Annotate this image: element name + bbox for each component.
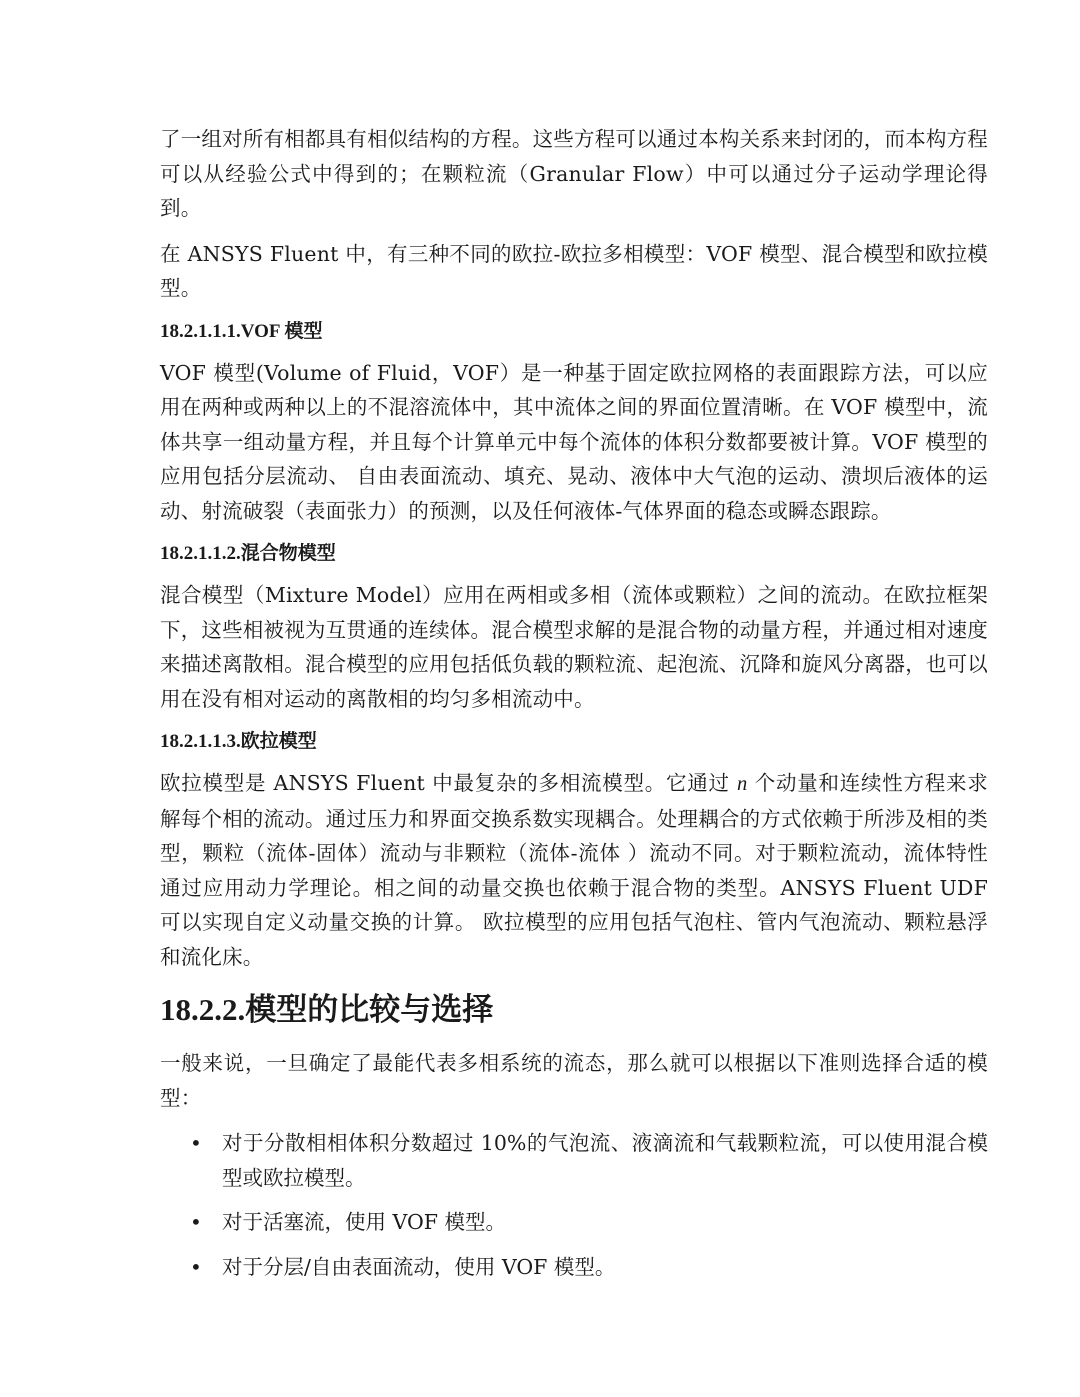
euler-text-before: 欧拉模型是 ANSYS Fluent 中最复杂的多相流模型。它通过 (160, 771, 738, 795)
criteria-list (160, 1126, 988, 1284)
document-page (160, 122, 988, 1294)
list-item (160, 1126, 988, 1195)
euler-paragraph (160, 766, 988, 974)
bullet-icon: • (190, 1210, 202, 1234)
section-heading: 18.2.2.模型的比较与选择 (160, 992, 494, 1027)
list-item (160, 1205, 988, 1240)
vof-paragraph: VOF 模型(Volume of Fluid，VOF）是一种基于固定欧拉网格的表面跟踪方法，可以应用在两种或两种以上的不混溶流体中，其中流体之间的界面位置清晰。在 VOF 模型中，流体共享一组动量方程，并且每个计算单元中每个流体的体积分数都要被计算。VOF 模型的应用包括分层流动、 自由表面流动、填充、晃动、液体中大气泡的运动、溃坝后液体的运动、射流破裂（表面张力）的预测，以及任何液体-气体界面的稳态或瞬态跟踪。 (160, 360, 988, 523)
intro-paragraph-2: 在 ANSYS Fluent 中，有三种不同的欧拉-欧拉多相模型：VOF 模型、混合模型和欧拉模型。 (160, 241, 988, 300)
list-item-text: 对于活塞流，使用 VOF 模型。 (222, 1210, 507, 1234)
mixture-heading: 18.2.1.1.2.混合物模型 (160, 543, 336, 564)
euler-italic-n: n (737, 773, 748, 795)
euler-heading: 18.2.1.1.3.欧拉模型 (160, 731, 317, 752)
mixture-paragraph: 混合模型（Mixture Model）应用在两相或多相（流体或颗粒）之间的流动。在欧拉框架下，这些相被视为互贯通的连续体。混合模型求解的是混合物的动量方程，并通过相对速度来描述离散相。混合模型的应用包括低负载的颗粒流、起泡流、沉降和旋风分离器，也可以用在没有相对运动的离散相的均匀多相流动中。 (160, 583, 988, 711)
euler-text-after: 个动量和连续性方程来求解每个相的流动。通过压力和界面交换系数实现耦合。处理耦合的方式依赖于所涉及相的类型，颗粒（流体-固体）流动与非颗粒（流体-流体 ）流动不同。对于颗粒流动，流体特性通过应用动力学理论。相之间的动量交换也依赖于混合物的类型。ANSYS Fluent UDF 可以实现自定义动量交换的计算。 欧拉模型的应用包括气泡柱、管内气泡流动、颗粒悬浮和流化床。 (160, 771, 988, 969)
intro-paragraph-1: 了一组对所有相都具有相似结构的方程。这些方程可以通过本构关系来封闭的，而本构方程可以从经验公式中得到的；在颗粒流（Granular Flow）中可以通过分子运动学理论得到。 (160, 127, 988, 220)
bullet-icon: • (190, 1254, 202, 1279)
bullet-icon: • (190, 1131, 202, 1155)
vof-heading: 18.2.1.1.1.VOF 模型 (160, 320, 323, 342)
list-item-text: 对于分散相相体积分数超过 10%的气泡流、液滴流和气载颗粒流，可以使用混合模型或欧拉模型。 (222, 1131, 988, 1190)
list-item-text: 对于分层/自由表面流动，使用 VOF 模型。 (222, 1254, 616, 1279)
section-intro: 一般来说，一旦确定了最能代表多相系统的流态，那么就可以根据以下准则选择合适的模型： (160, 1051, 988, 1110)
list-item (160, 1250, 988, 1285)
